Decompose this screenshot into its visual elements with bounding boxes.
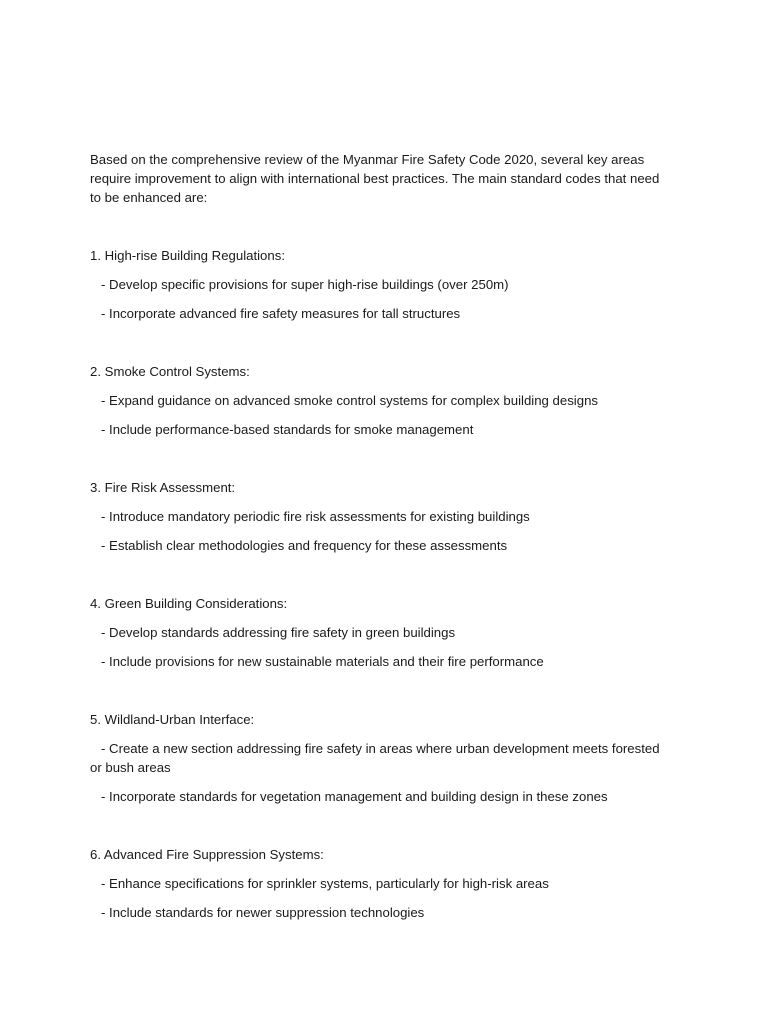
bullet-item: - Develop standards addressing fire safety in green buildings: [90, 625, 456, 640]
bullet-item: - Include standards for newer suppression technologies: [90, 905, 425, 920]
bullet-item: - Incorporate standards for vegetation management and building design in these zones: [90, 789, 608, 804]
bullet-item: - Establish clear methodologies and frequency for these assessments: [90, 538, 508, 553]
bullet-item: - Create a new section addressing fire safety in areas where urban development meets forested or bush areas: [90, 741, 664, 775]
section-heading: 6. Advanced Fire Suppression Systems:: [90, 847, 324, 862]
section-wildland-urban: [90, 710, 670, 806]
section-heading: 3. Fire Risk Assessment:: [90, 480, 236, 495]
section-heading: 5. Wildland-Urban Interface:: [90, 712, 255, 727]
section-heading: 2. Smoke Control Systems:: [90, 364, 250, 379]
document-page: [90, 150, 670, 922]
bullet-item: - Include performance-based standards for smoke management: [90, 422, 474, 437]
section-fire-suppression: [90, 845, 670, 922]
bullet-item: - Include provisions for new sustainable materials and their fire performance: [90, 654, 544, 669]
bullet-item: - Develop specific provisions for super high-rise buildings (over 250m): [90, 277, 509, 292]
section-high-rise: [90, 246, 670, 323]
bullet-item: - Enhance specifications for sprinkler systems, particularly for high-risk areas: [90, 876, 549, 891]
bullet-item: - Expand guidance on advanced smoke control systems for complex building designs: [90, 393, 599, 408]
bullet-item: - Introduce mandatory periodic fire risk assessments for existing buildings: [90, 509, 530, 524]
section-smoke-control: [90, 362, 670, 439]
bullet-item: - Incorporate advanced fire safety measures for tall structures: [90, 306, 461, 321]
section-heading: 1. High-rise Building Regulations:: [90, 248, 285, 263]
section-heading: 4. Green Building Considerations:: [90, 596, 288, 611]
section-fire-risk: [90, 478, 670, 555]
intro-paragraph: Based on the comprehensive review of the Myanmar Fire Safety Code 2020, several key areas require improvement to align with international best practices. The main standard codes that need to be enhanced are:: [90, 152, 660, 205]
section-green-building: [90, 594, 670, 671]
